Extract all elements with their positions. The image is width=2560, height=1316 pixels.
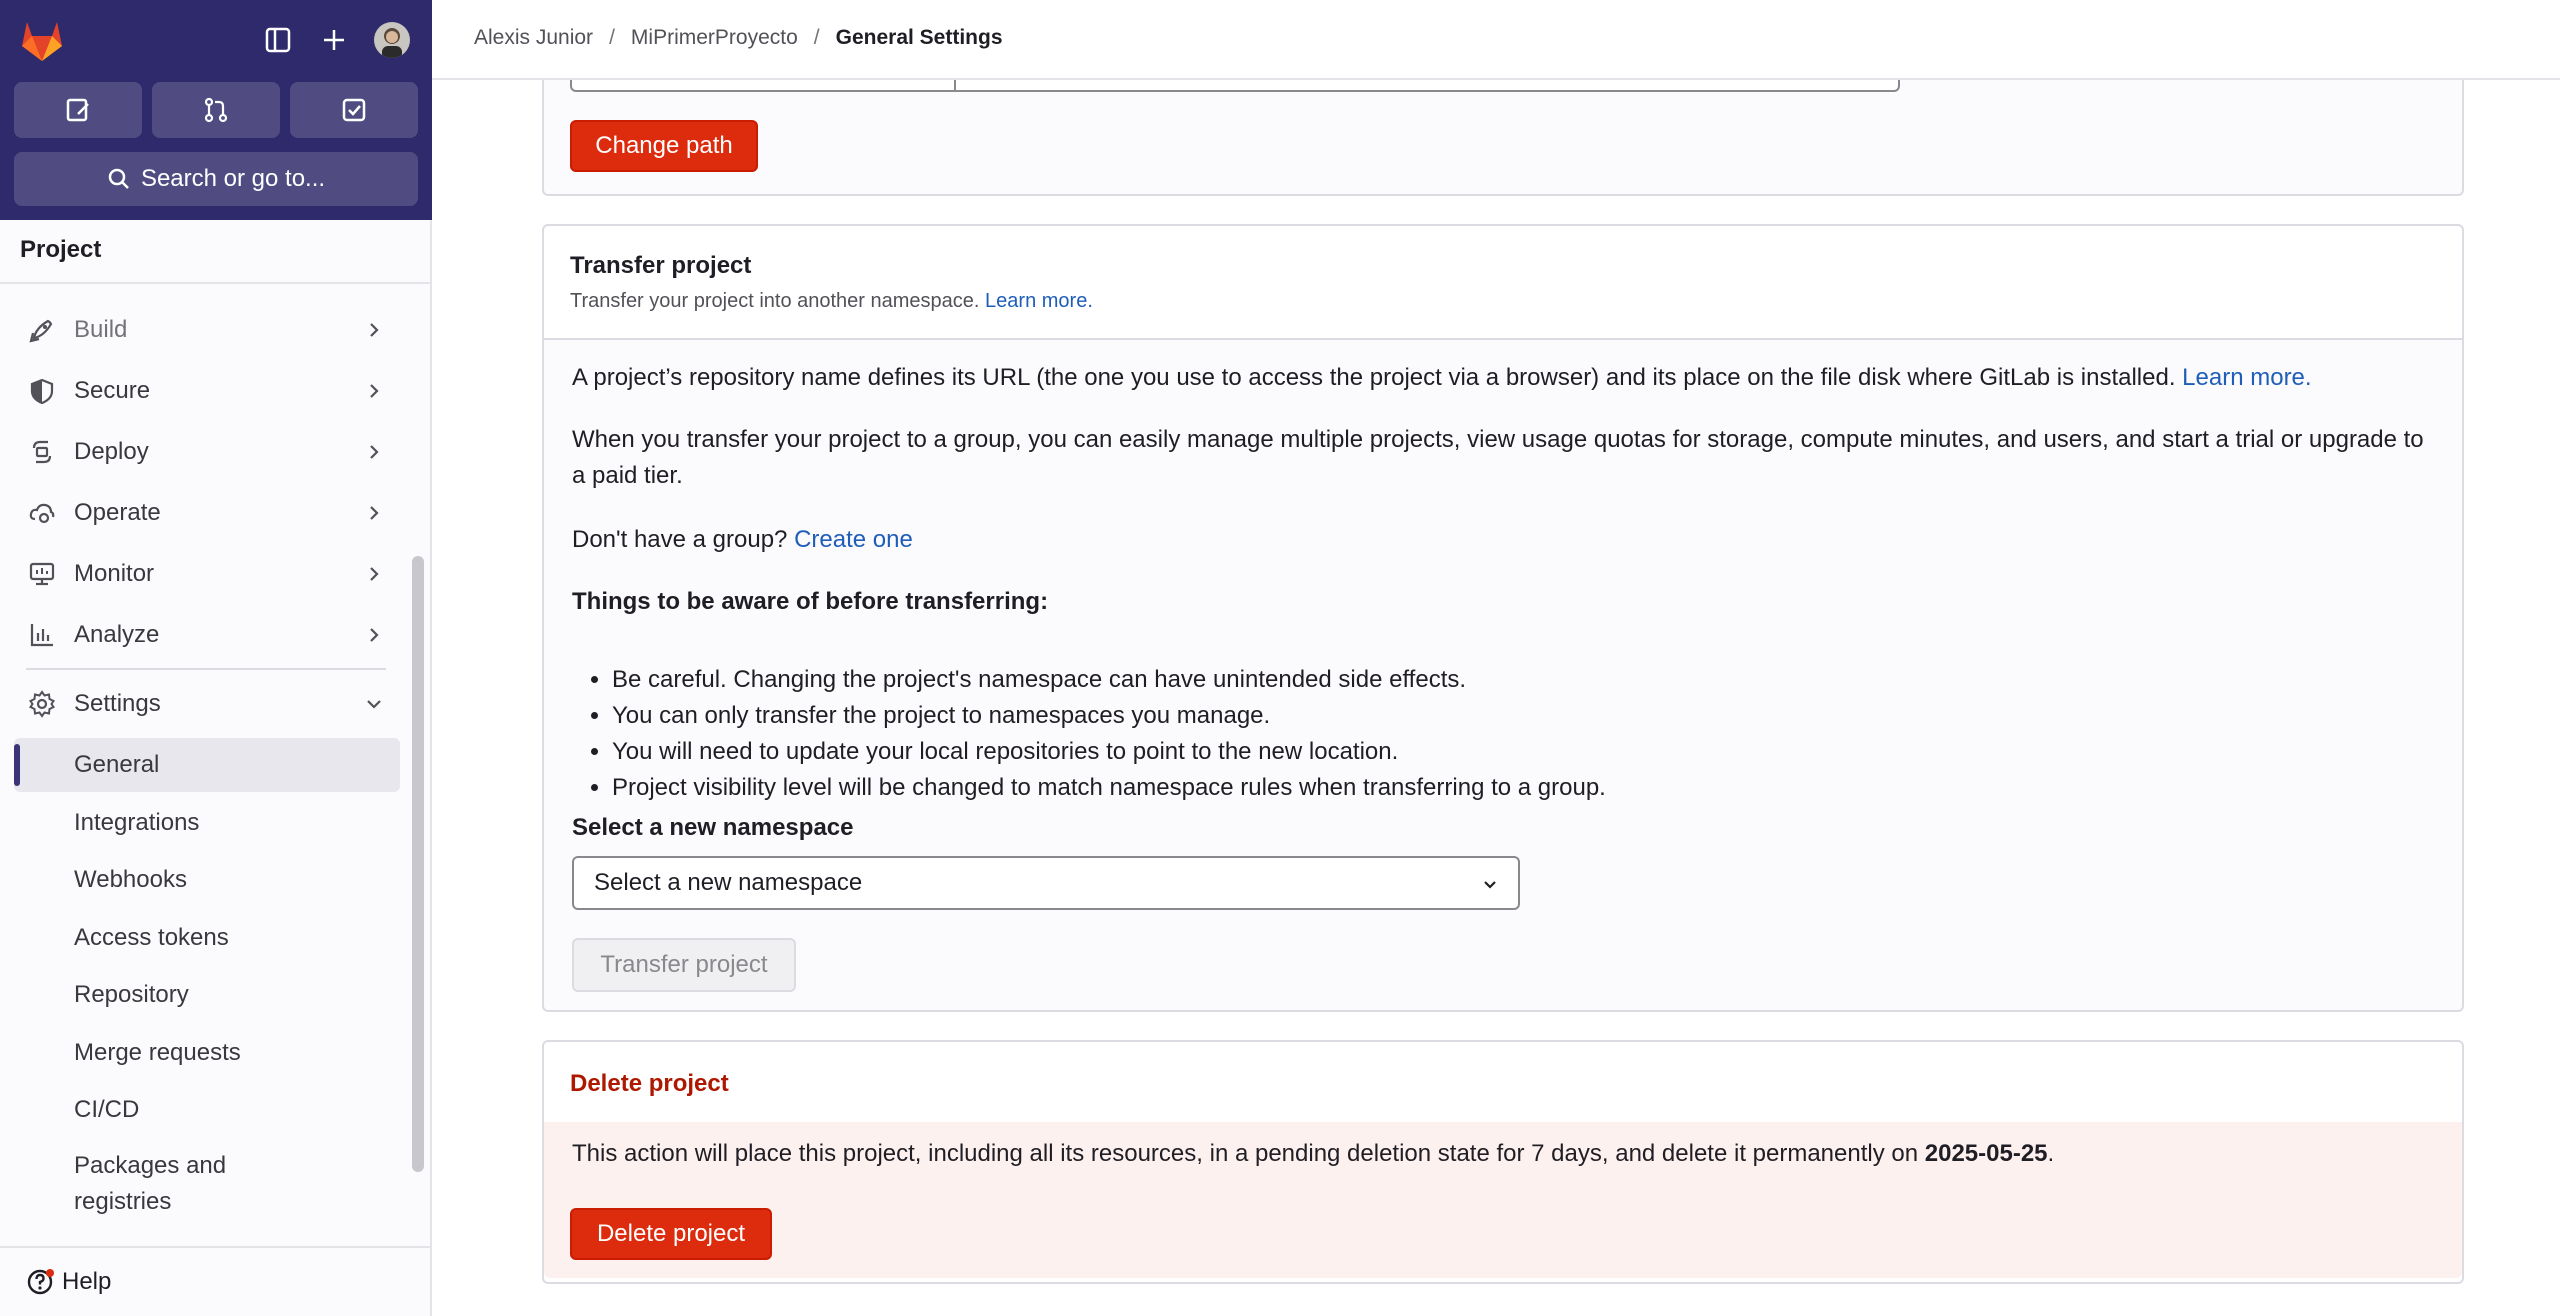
top-header (432, 0, 2560, 80)
chevron-right-icon (362, 623, 386, 647)
todo-icon (340, 96, 368, 124)
transfer-project-button[interactable]: Transfer project (572, 938, 796, 992)
select-value: Select a new namespace (594, 869, 863, 896)
sidebar-item-build[interactable] (14, 304, 400, 356)
help-icon (26, 1267, 56, 1297)
sidebar-item-settings[interactable] (14, 678, 400, 730)
button-label: Delete project (596, 1220, 746, 1247)
sidebar-item-label: Deploy (74, 438, 149, 465)
sidebar-item-monitor[interactable] (14, 548, 400, 600)
breadcrumb-item[interactable]: Alexis Junior (474, 26, 594, 49)
help-button[interactable] (26, 1262, 111, 1302)
list-item: • Be careful. Changing the project's namespace can have unintended side effects. (612, 662, 1606, 698)
merge-requests-button[interactable] (152, 82, 280, 138)
shield-icon (26, 375, 58, 407)
sidebar-item-label: Settings (74, 690, 161, 717)
gitlab-logo-icon[interactable] (18, 18, 66, 62)
chevron-right-icon (362, 318, 386, 342)
sidebar-subitem-merge-requests[interactable] (14, 1026, 400, 1080)
chevron-down-icon (1480, 874, 1500, 894)
merge-request-icon (202, 96, 230, 124)
breadcrumb-separator: / (609, 26, 615, 49)
select-label: Select a new namespace (572, 814, 854, 841)
change-path-button[interactable] (570, 120, 758, 172)
create-group-link[interactable]: Create one (794, 526, 913, 553)
chevron-down-icon (362, 692, 386, 716)
sidebar-toggle-icon[interactable] (258, 20, 298, 60)
sidebar-subitem-access-tokens[interactable] (14, 911, 400, 965)
sidebar-top (0, 0, 432, 220)
rocket-icon (26, 314, 58, 346)
search-icon (107, 167, 131, 191)
cloud-gear-icon (26, 497, 58, 529)
delete-date: 2025-05-25 (1924, 1140, 2048, 1167)
sidebar-subitem-label: Integrations (74, 809, 200, 836)
sidebar-subitem-label: Webhooks (74, 866, 187, 893)
sidebar-subitem-packages[interactable] (14, 1146, 314, 1222)
avatar[interactable] (374, 22, 410, 58)
list-item: • You can only transfer the project to namespaces you manage. (612, 698, 1606, 734)
chart-icon (26, 619, 58, 651)
delete-title: Delete project (570, 1070, 729, 1097)
sidebar-subitem-label: CI/CD (74, 1096, 140, 1123)
sidebar-subitem-webhooks[interactable] (14, 853, 400, 907)
deployments-icon (26, 436, 58, 468)
sidebar-subitem-label: Access tokens (74, 924, 229, 951)
transfer-project-card (542, 224, 2464, 1012)
search-label: Search or go to... (140, 165, 326, 192)
sidebar-item-label: Secure (74, 377, 151, 404)
delete-text: This action will place this project, including all its resources, in a pending deletion state for 7 days, and delete it permanently on (572, 1140, 1919, 1167)
sidebar-item-operate[interactable] (14, 487, 400, 539)
breadcrumb-separator: / (813, 26, 820, 49)
sidebar-item-label: Analyze (74, 621, 160, 648)
breadcrumb (474, 26, 1003, 50)
settings-icon (26, 688, 58, 720)
sidebar-item-deploy[interactable] (14, 426, 400, 478)
delete-text-end: . (2047, 1140, 2055, 1167)
chevron-right-icon (362, 501, 386, 525)
list-item: • Project visibility level will be changed to match namespace rules when transferring to a group. (612, 770, 1606, 806)
help-label: Help (62, 1268, 112, 1295)
sidebar-subitem-label: General (74, 751, 160, 778)
divider (0, 1246, 430, 1248)
sidebar-item-label: Build (74, 316, 128, 343)
search-button[interactable] (14, 152, 418, 206)
sidebar-subitem-cicd[interactable] (14, 1083, 400, 1137)
sidebar-subitem-label: Merge requests (74, 1039, 241, 1066)
sidebar-item-label: Monitor (74, 560, 155, 587)
plus-icon[interactable] (314, 20, 354, 60)
button-label: Change path (595, 132, 733, 159)
breadcrumb-current[interactable]: General Settings (835, 26, 1003, 49)
paragraph (572, 360, 2442, 396)
transfer-subtitle (570, 290, 1093, 313)
chevron-right-icon (362, 440, 386, 464)
todos-button[interactable] (290, 82, 418, 138)
chevron-right-icon (362, 562, 386, 586)
sidebar-scrollbar[interactable] (412, 556, 424, 1172)
breadcrumb-item[interactable]: MiPrimerProyecto (630, 26, 798, 49)
delete-description (572, 1136, 2442, 1172)
divider (26, 668, 386, 670)
list-item: • You will need to update your local repositories to point to the new location. (612, 734, 1606, 770)
paragraph-text: A project’s repository name defines its URL (the one you use to access the project via a browser) and its place on the file disk where GitLab is installed. (572, 364, 2176, 391)
delete-project-button[interactable] (570, 1208, 772, 1260)
issues-icon (64, 96, 92, 124)
sidebar-subitem-general[interactable] (14, 738, 400, 792)
learn-more-link[interactable]: Learn more. (2182, 364, 2312, 391)
monitor-icon (26, 558, 58, 590)
aware-heading: Things to be aware of before transferring: (572, 588, 1049, 615)
sidebar-item-analyze[interactable] (14, 609, 400, 661)
namespace-select[interactable] (572, 856, 1520, 910)
sidebar-item-label: Operate (74, 499, 161, 526)
delete-project-card (542, 1040, 2464, 1284)
sidebar-section-title: Project (20, 236, 102, 263)
chevron-right-icon (362, 379, 386, 403)
paragraph: When you transfer your project to a group, you can easily manage multiple projects, view usage quotas for storage, compute minutes, and users, and start a trial or upgrade to a paid tier. (572, 426, 2424, 489)
learn-more-link[interactable]: Learn more. (985, 290, 1093, 312)
sidebar-subitem-integrations[interactable] (14, 796, 400, 850)
danger-zone (544, 1122, 2462, 1278)
sidebar-subitem-repository[interactable] (14, 968, 400, 1022)
issues-button[interactable] (14, 82, 142, 138)
subtitle-text: Transfer your project into another namespace. (570, 290, 980, 312)
transfer-title: Transfer project (570, 252, 752, 279)
paragraph (572, 522, 2442, 558)
sidebar-subitem-label: Packages and registries (74, 1152, 227, 1215)
aware-list (612, 662, 1606, 806)
sidebar-subitem-label: Repository (74, 981, 189, 1008)
sidebar-item-secure[interactable] (14, 365, 400, 417)
sidebar (0, 0, 432, 1316)
card-header (544, 226, 2462, 340)
divider (0, 282, 430, 284)
paragraph-text: Don't have a group? (572, 526, 788, 553)
